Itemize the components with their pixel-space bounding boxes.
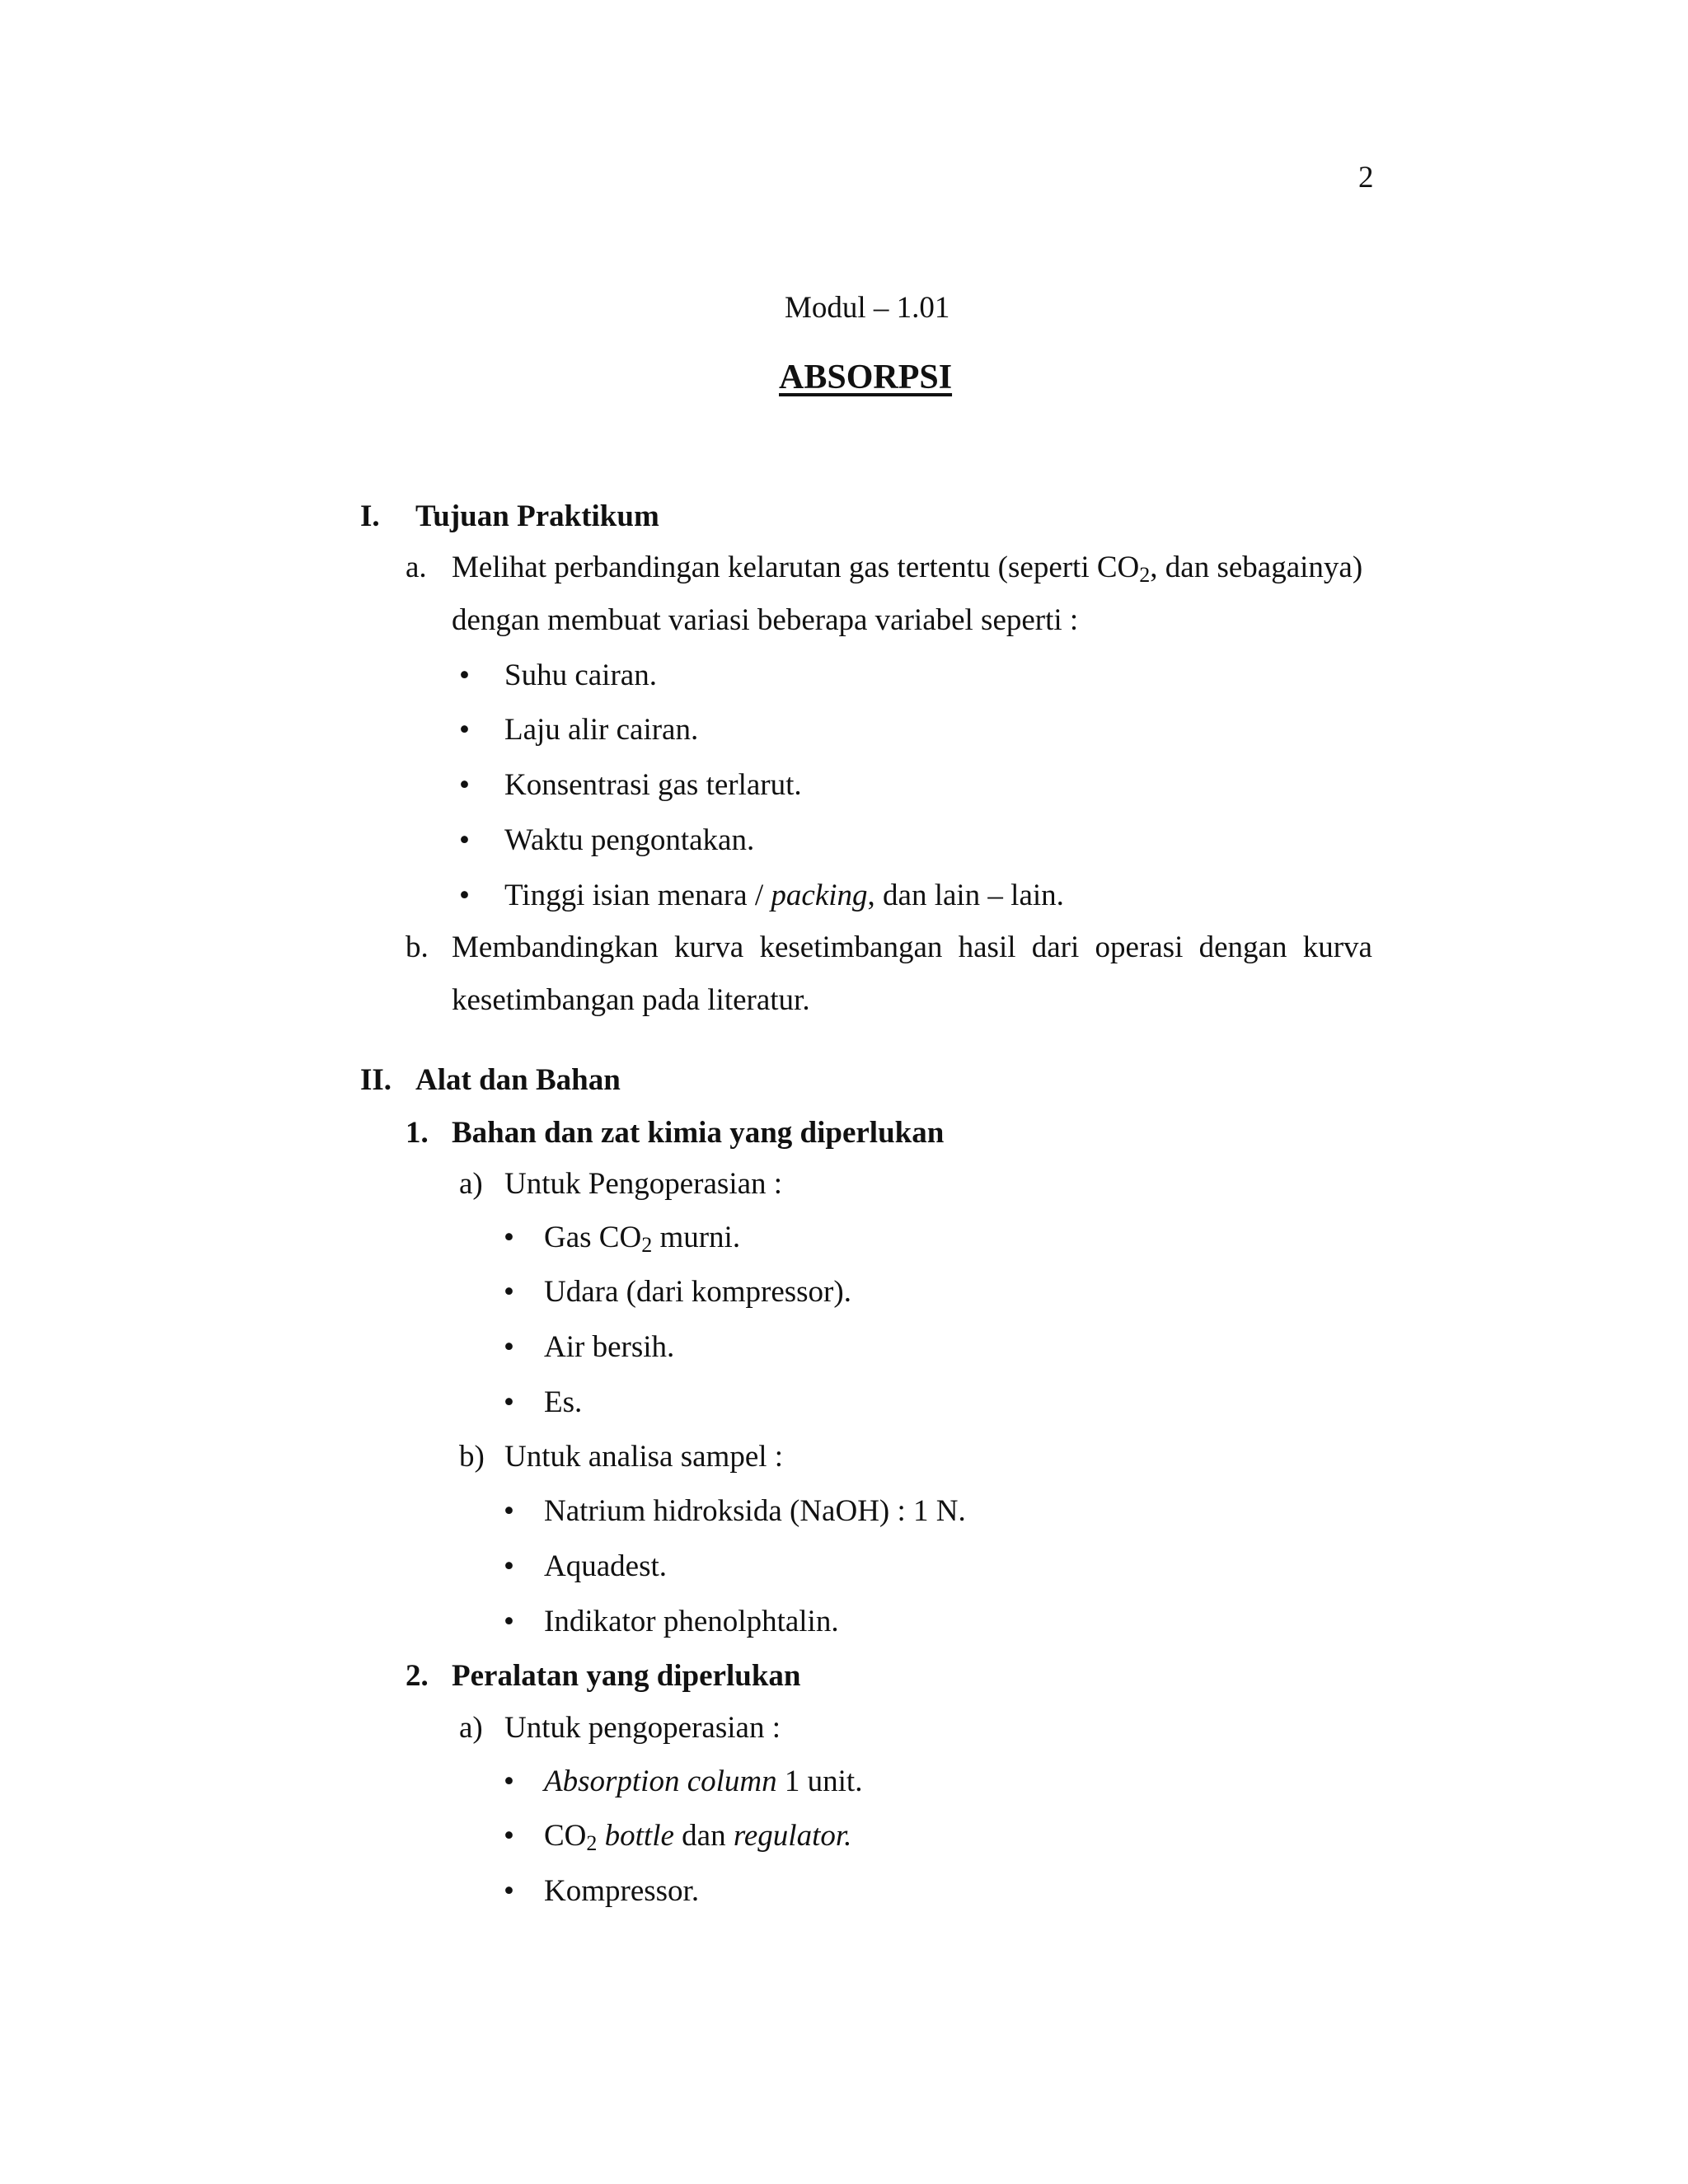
list-item: Konsentrasi gas terlarut.: [504, 768, 802, 802]
bullet-glyph: •: [504, 1605, 514, 1638]
bullet-glyph: •: [504, 1549, 514, 1583]
word: kurva: [1302, 930, 1372, 964]
list-item: Natrium hidroksida (NaOH) : 1 N.: [544, 1494, 966, 1528]
list-item: [544, 1220, 740, 1256]
item-b-line2: kesetimbangan pada literatur.: [452, 983, 810, 1017]
regulator-italic: regulator.: [733, 1819, 852, 1853]
sub1-a-label: Untuk Pengoperasian :: [504, 1167, 783, 1201]
list-item: Aquadest.: [544, 1549, 667, 1583]
list-item: [544, 1818, 851, 1854]
list-item: Waktu pengontakan.: [504, 823, 755, 857]
list-item-tail: murni.: [652, 1221, 741, 1254]
list-item: Air bersih.: [544, 1330, 675, 1364]
list-item-text: Gas CO: [544, 1221, 642, 1254]
bullet-glyph: •: [459, 658, 470, 692]
co2-subscript: 2: [641, 1233, 653, 1257]
item-b-line1: [452, 930, 1372, 966]
word: operasi: [1095, 930, 1184, 964]
bullet-glyph: •: [459, 713, 470, 747]
bullet-glyph: •: [459, 879, 470, 912]
list-item: Es.: [544, 1385, 583, 1419]
bullet-glyph: •: [504, 1494, 514, 1528]
sub1-a-marker: a): [459, 1167, 483, 1201]
list-item-tail: , dan lain – lain.: [867, 879, 1064, 912]
item-b-marker: b.: [406, 930, 429, 964]
list-item: [544, 1764, 862, 1800]
bullet-glyph: •: [504, 1330, 514, 1364]
item-a-marker: a.: [406, 551, 427, 584]
bullet-glyph: •: [504, 1874, 514, 1908]
section-1-number: I.: [360, 499, 380, 533]
list-item-tail: 1 unit.: [776, 1765, 863, 1798]
list-item: Kompressor.: [544, 1874, 700, 1908]
list-item-text: CO: [544, 1819, 587, 1853]
word: dari: [1031, 930, 1080, 964]
page-number: 2: [1358, 161, 1374, 194]
list-item-mid: dan: [673, 1819, 734, 1853]
sub1-b-marker: b): [459, 1440, 485, 1474]
list-item: Udara (dari kompressor).: [544, 1275, 851, 1309]
packing-italic: packing: [771, 879, 868, 912]
sub1-b-label: Untuk analisa sampel :: [504, 1440, 784, 1474]
sub2-a-label: Untuk pengoperasian :: [504, 1711, 781, 1745]
section-2-number: II.: [360, 1063, 392, 1097]
co2-subscript: 2: [586, 1831, 598, 1855]
item-a-line1-text: Melihat perbandingan kelarutan gas tertentu (seperti CO: [452, 551, 1140, 584]
co2-subscript: 2: [1139, 563, 1151, 587]
list-item: Indikator phenolphtalin.: [544, 1605, 839, 1638]
word: dengan: [1198, 930, 1287, 964]
module-label: Modul – 1.01: [785, 291, 950, 325]
list-item: Suhu cairan.: [504, 658, 657, 692]
bullet-glyph: •: [504, 1275, 514, 1309]
word: hasil: [958, 930, 1016, 964]
bullet-glyph: •: [504, 1765, 514, 1798]
bullet-glyph: •: [459, 823, 470, 857]
page-title: ABSORPSI: [779, 359, 953, 396]
item-a-line1: [452, 550, 1362, 586]
section-2-title: Alat dan Bahan: [415, 1063, 621, 1097]
sub2-a-marker: a): [459, 1711, 483, 1745]
bullet-glyph: •: [459, 768, 470, 802]
bullet-glyph: •: [504, 1819, 514, 1853]
subsection-2-title: Peralatan yang diperlukan: [452, 1659, 801, 1693]
word: kesetimbangan: [759, 930, 943, 964]
bottle-italic: bottle: [597, 1819, 674, 1853]
subsection-1-number: 1.: [406, 1116, 429, 1150]
word: Membandingkan: [452, 930, 659, 964]
absorption-column-italic: Absorption column: [544, 1765, 777, 1798]
bullet-glyph: •: [504, 1221, 514, 1254]
item-a-line2: dengan membuat variasi beberapa variabel seperti :: [452, 603, 1079, 637]
list-item: [504, 878, 1064, 914]
bullet-glyph: •: [504, 1385, 514, 1419]
word: kurva: [673, 930, 744, 964]
section-1-title: Tujuan Praktikum: [415, 499, 659, 533]
item-a-line1-tail: , dan sebagainya): [1150, 551, 1363, 584]
subsection-2-number: 2.: [406, 1659, 429, 1693]
list-item: Laju alir cairan.: [504, 713, 699, 747]
subsection-1-title: Bahan dan zat kimia yang diperlukan: [452, 1116, 945, 1150]
list-item-text: Tinggi isian menara /: [504, 879, 771, 912]
